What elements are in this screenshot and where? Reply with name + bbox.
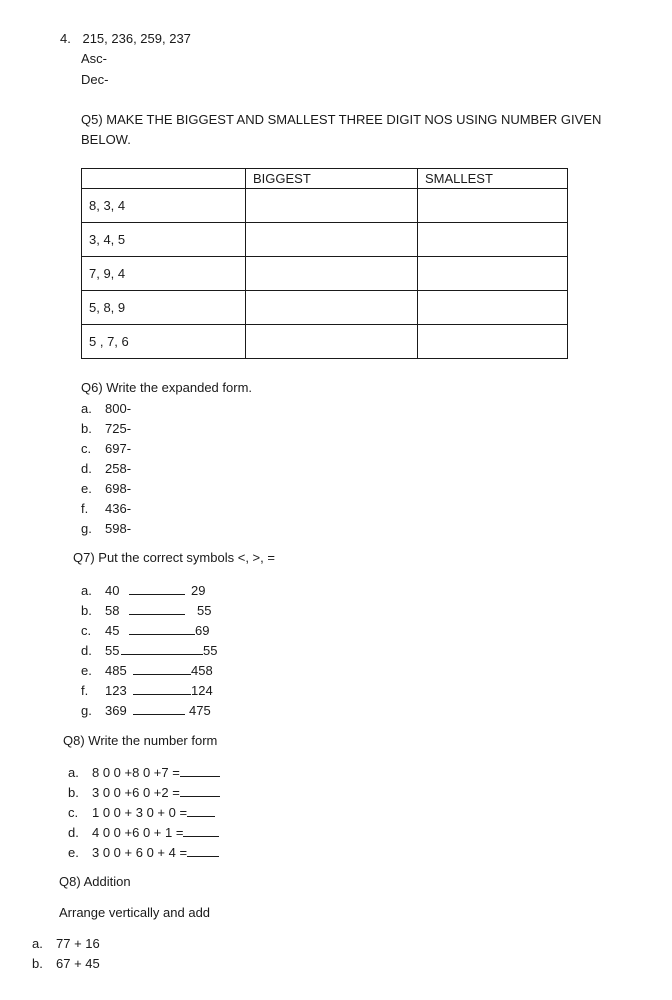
item-label: b. [68, 785, 79, 800]
q4-line [60, 31, 191, 46]
item-left: 40 [105, 583, 120, 598]
table-cell-biggest[interactable] [246, 325, 418, 359]
item-text: 697- [105, 441, 132, 456]
item-right: 55 [197, 603, 212, 618]
item-text: 725- [105, 421, 132, 436]
list-item [68, 844, 219, 862]
table-cell-biggest[interactable] [246, 189, 418, 223]
item-text: 4 0 0 +6 0 + 1 = [92, 825, 184, 840]
item-label: e. [81, 481, 92, 496]
item-label: c. [81, 441, 92, 456]
q6-title: Q6) Write the expanded form. [81, 380, 253, 395]
q4-numbers: 215, 236, 259, 237 [82, 31, 191, 46]
answer-blank[interactable] [183, 824, 219, 837]
item-label: g. [81, 521, 92, 536]
item-text: 698- [105, 481, 132, 496]
item-text: 598- [105, 521, 132, 536]
item-right: 124 [191, 683, 213, 698]
answer-blank[interactable] [129, 602, 185, 615]
table-header-cell [82, 169, 246, 189]
item-right: 69 [195, 623, 210, 638]
q7-title: Q7) Put the correct symbols <, >, = [73, 550, 275, 565]
list-item [68, 804, 215, 822]
item-text: 8 0 0 +8 0 +7 = [92, 765, 180, 780]
item-text: 67 + 45 [56, 956, 100, 971]
table-header-smallest: SMALLEST [418, 169, 568, 189]
item-right: 55 [203, 643, 218, 658]
table-cell-numbers: 8, 3, 4 [82, 189, 246, 223]
list-item [81, 500, 131, 518]
item-label: b. [81, 603, 92, 618]
q4-dec: Dec- [81, 72, 109, 87]
list-item [81, 662, 213, 680]
answer-blank[interactable] [129, 622, 195, 635]
item-label: a. [68, 765, 79, 780]
table-cell-biggest[interactable] [246, 257, 418, 291]
item-label: d. [81, 461, 92, 476]
answer-blank[interactable] [187, 844, 219, 857]
table-row [82, 223, 568, 257]
table-cell-numbers: 3, 4, 5 [82, 223, 246, 257]
list-item [81, 460, 131, 478]
answer-blank[interactable] [129, 582, 185, 595]
list-item [81, 400, 131, 418]
item-right: 458 [191, 663, 213, 678]
list-item [81, 480, 131, 498]
table-row [82, 189, 568, 223]
item-left: 45 [105, 623, 120, 638]
table-row [82, 291, 568, 325]
item-text: 1 0 0 + 3 0 + 0 = [92, 805, 188, 820]
answer-blank[interactable] [133, 682, 191, 695]
answer-blank[interactable] [180, 784, 220, 797]
table-cell-smallest[interactable] [418, 189, 568, 223]
q5-title-cont: BELOW. [81, 132, 131, 147]
list-item [81, 582, 205, 600]
list-item [81, 440, 131, 458]
item-text: 800- [105, 401, 132, 416]
item-label: a. [32, 936, 43, 951]
item-label: b. [32, 956, 43, 971]
list-item [81, 702, 211, 720]
answer-blank[interactable] [133, 662, 191, 675]
item-left: 58 [105, 603, 120, 618]
q4-asc: Asc- [81, 51, 107, 66]
q4-label: 4. [60, 31, 71, 46]
answer-blank[interactable] [121, 642, 203, 655]
table-cell-smallest[interactable] [418, 291, 568, 325]
item-left: 123 [105, 683, 127, 698]
item-right: 29 [191, 583, 206, 598]
item-label: c. [81, 623, 92, 638]
item-label: d. [68, 825, 79, 840]
list-item [81, 642, 217, 660]
item-right: 475 [189, 703, 211, 718]
item-label: e. [68, 845, 79, 860]
list-item [81, 682, 213, 700]
item-label: c. [68, 805, 79, 820]
item-label: g. [81, 703, 92, 718]
table-cell-smallest[interactable] [418, 257, 568, 291]
table-cell-numbers: 7, 9, 4 [82, 257, 246, 291]
table-header-row [82, 169, 568, 189]
list-item [81, 602, 211, 620]
item-label: a. [81, 401, 92, 416]
item-text: 3 0 0 + 6 0 + 4 = [92, 845, 188, 860]
list-item [68, 764, 220, 782]
table-cell-biggest[interactable] [246, 291, 418, 325]
q5-table [81, 168, 568, 359]
answer-blank[interactable] [133, 702, 185, 715]
item-label: d. [81, 643, 92, 658]
list-item [68, 784, 220, 802]
answer-blank[interactable] [180, 764, 220, 777]
item-text: 3 0 0 +6 0 +2 = [92, 785, 180, 800]
item-label: f. [81, 501, 89, 516]
item-label: e. [81, 663, 92, 678]
table-row [82, 257, 568, 291]
table-header-biggest: BIGGEST [246, 169, 418, 189]
table-cell-biggest[interactable] [246, 223, 418, 257]
item-left: 55 [105, 643, 120, 658]
table-cell-numbers: 5, 8, 9 [82, 291, 246, 325]
item-text: 77 + 16 [56, 936, 100, 951]
item-text: 258- [105, 461, 132, 476]
table-cell-smallest[interactable] [418, 223, 568, 257]
q8-addition-subtitle: Arrange vertically and add [59, 905, 211, 920]
q8-addition-title: Q8) Addition [59, 874, 131, 889]
list-item [81, 520, 131, 538]
answer-blank[interactable] [187, 804, 215, 817]
item-label: a. [81, 583, 92, 598]
list-item [68, 824, 219, 842]
table-cell-smallest[interactable] [418, 325, 568, 359]
list-item [32, 935, 100, 953]
q5-title: Q5) MAKE THE BIGGEST AND SMALLEST THREE DIGIT NOS USING NUMBER GIVEN [81, 112, 602, 127]
q8-number-form-title: Q8) Write the number form [63, 733, 218, 748]
item-text: 436- [105, 501, 132, 516]
table-cell-numbers: 5 , 7, 6 [82, 325, 246, 359]
item-label: f. [81, 683, 89, 698]
list-item [32, 955, 100, 973]
table-row [82, 325, 568, 359]
item-left: 369 [105, 703, 127, 718]
item-left: 485 [105, 663, 127, 678]
list-item [81, 622, 209, 640]
item-label: b. [81, 421, 92, 436]
list-item [81, 420, 131, 438]
